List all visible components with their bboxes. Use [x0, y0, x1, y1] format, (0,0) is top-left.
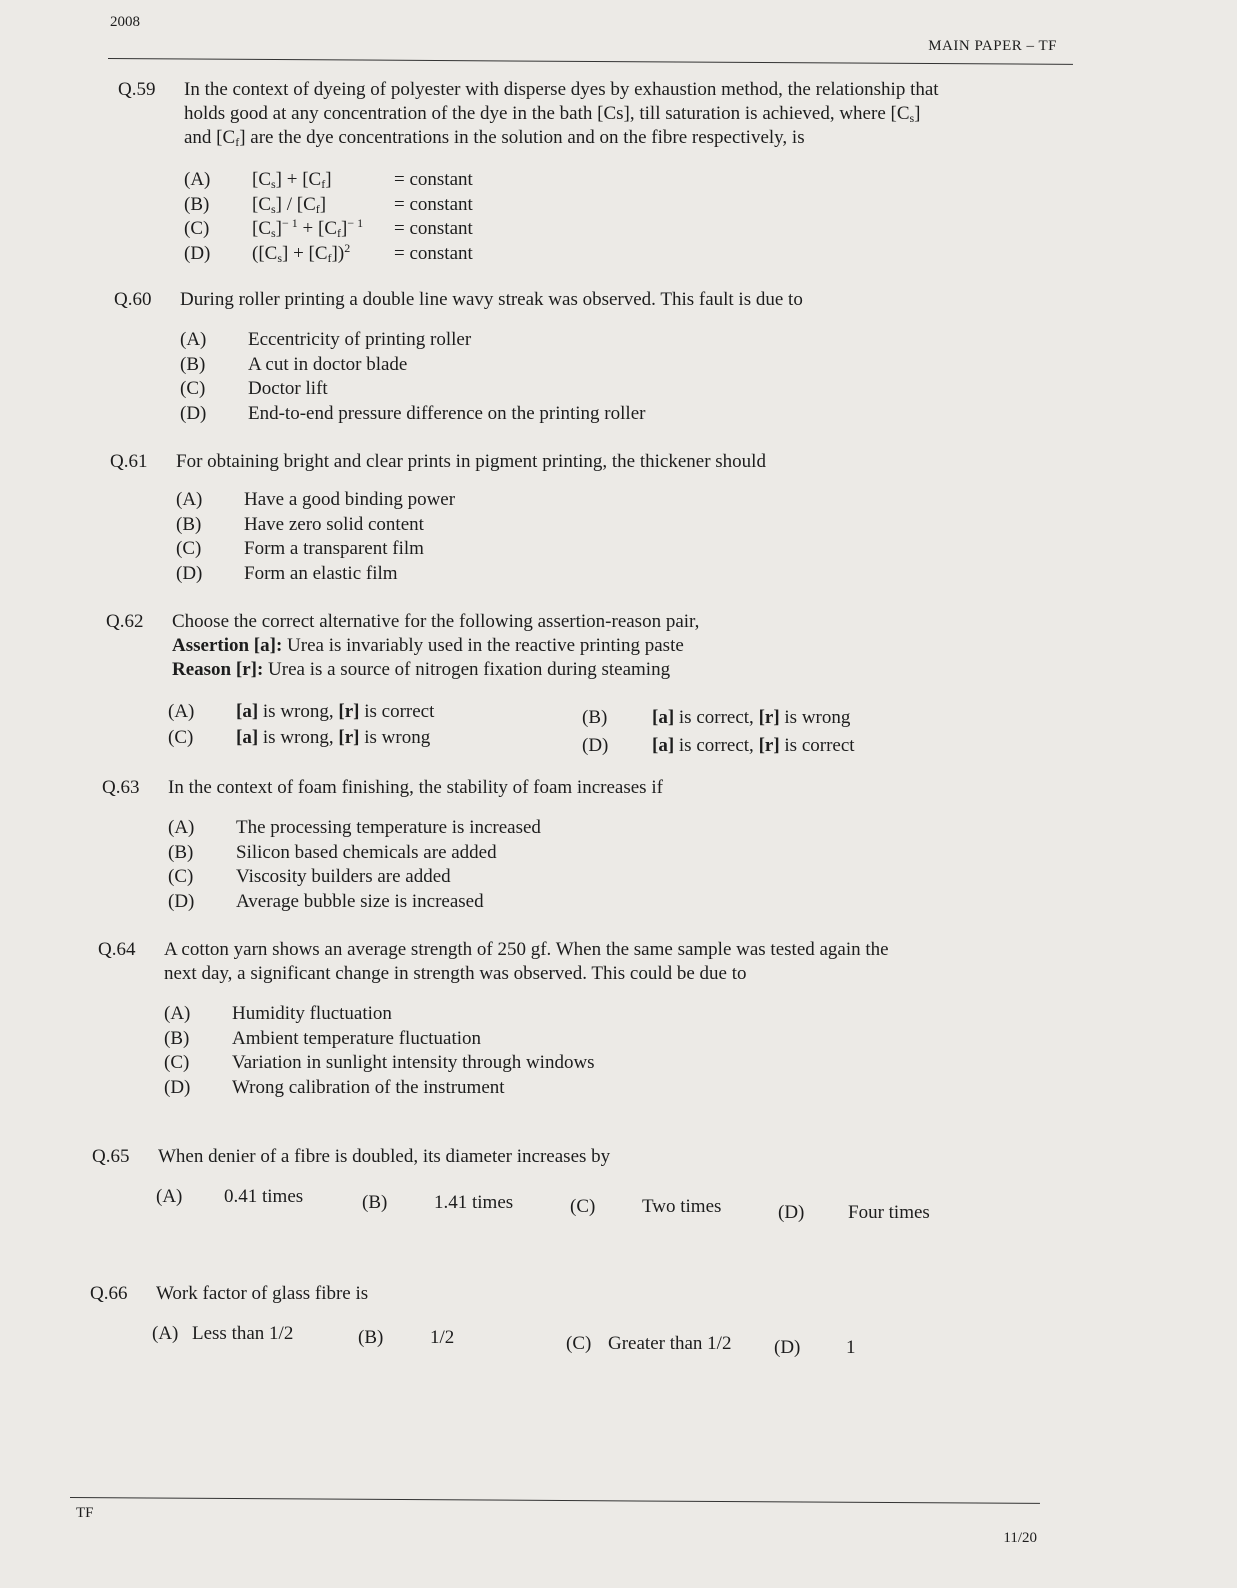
question-number: Q.59	[118, 79, 156, 100]
assertion: Assertion [a]: Urea is invariably used in the reactive printing paste	[172, 635, 684, 656]
header-paper-title: MAIN PAPER – TF	[928, 38, 1057, 54]
header-year: 2008	[110, 14, 140, 30]
footer-paper-code: TF	[76, 1505, 94, 1521]
option-a[interactable]: (A) [a] is wrong, [r] is correct	[168, 701, 435, 722]
question-number: Q.63	[102, 777, 140, 798]
question-text: For obtaining bright and clear prints in pigment printing, the thickener should	[176, 451, 766, 472]
question-number: Q.62	[106, 611, 144, 632]
option-c[interactable]: (C) [a] is wrong, [r] is wrong	[168, 727, 431, 748]
option-d[interactable]: (D) [a] is correct, [r] is correct	[582, 735, 855, 756]
reason: Reason [r]: Urea is a source of nitrogen fixation during steaming	[172, 659, 671, 680]
question-number: Q.61	[110, 451, 148, 472]
option-d[interactable]: (D) 1	[774, 1337, 856, 1358]
option-c[interactable]: (C) Two times	[570, 1196, 722, 1217]
page-number: 11/20	[1003, 1530, 1037, 1546]
question-number: Q.66	[90, 1283, 128, 1304]
question-text: During roller printing a double line wavy streak was observed. This fault is due to	[180, 289, 803, 310]
option-a[interactable]: (A) 0.41 times	[156, 1186, 304, 1207]
option-c[interactable]: (C) Greater than 1/2	[566, 1333, 732, 1354]
question-text: A cotton yarn shows an average strength of 250 gf. When the same sample was tested again the next day, a significant change in strength was observed. This could be due to	[164, 939, 889, 984]
question-number: Q.60	[114, 289, 152, 310]
question-number: Q.65	[92, 1146, 130, 1167]
question-text: In the context of foam finishing, the stability of foam increases if	[168, 777, 663, 798]
option-b[interactable]: (B) 1/2	[358, 1327, 455, 1348]
question-text: When denier of a fibre is doubled, its diameter increases by	[158, 1146, 611, 1167]
question-text: Choose the correct alternative for the following assertion-reason pair, Assertion [a]: Urea is invariably used in the reactive printing paste Reason [r]: Urea is a source of nitrogen fixation during steaming	[172, 610, 1042, 682]
question-number: Q.64	[98, 939, 136, 960]
option-b[interactable]: (B) [a] is correct, [r] is wrong	[582, 707, 851, 728]
footer-rule	[70, 1497, 1040, 1504]
option-a[interactable]: (A) Less than 1/2	[152, 1323, 294, 1344]
option-b[interactable]: (B) 1.41 times	[362, 1192, 514, 1213]
option-d[interactable]: (D) Four times	[778, 1202, 930, 1223]
header-rule	[108, 58, 1073, 65]
question-text: In the context of dyeing of polyester with disperse dyes by exhaustion method, the relationship that holds good at any concentration of the dye in the bath [Cs], till saturation is achieved, where $[C_s]$ and $[C_f]$ are the dye concentrations in the solution and on the fibre respectively, is	[184, 79, 939, 149]
question-text: Work factor of glass fibre is	[156, 1283, 369, 1304]
